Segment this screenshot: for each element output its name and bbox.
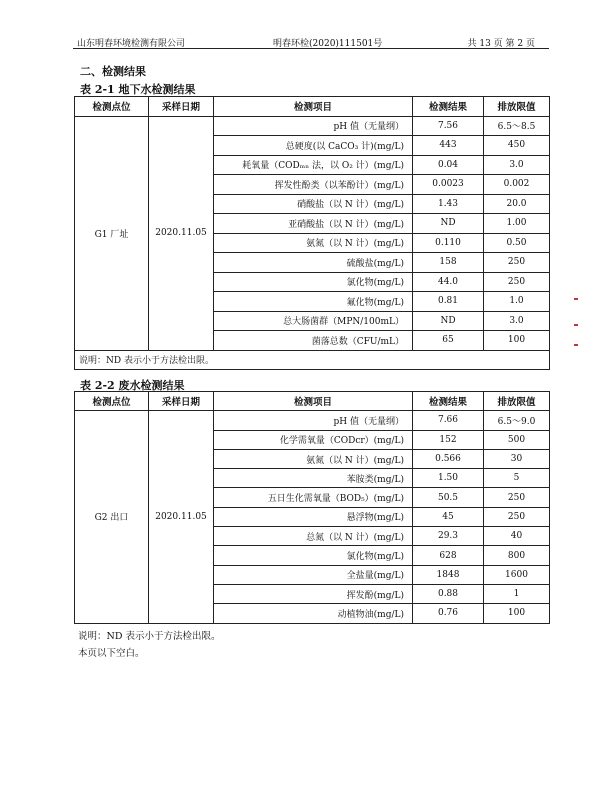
- test-item: pH 值（无量纲）: [214, 116, 413, 136]
- test-item: 化学需氧量（CODcr）(mg/L): [214, 430, 413, 449]
- test-result: 0.0023: [413, 175, 484, 195]
- emission-limit: 30: [484, 449, 550, 468]
- test-item: 氯化物(mg/L): [214, 272, 413, 292]
- emission-limit: 250: [484, 272, 550, 292]
- test-result: 628: [413, 546, 484, 565]
- test-result: 45: [413, 507, 484, 526]
- test-result: 1.43: [413, 194, 484, 214]
- section-title: 二、检测结果: [80, 65, 146, 78]
- test-item: 亚硝酸盐（以 N 计）(mg/L): [214, 214, 413, 234]
- col-header: 检测项目: [214, 97, 413, 117]
- emission-limit: 6.5～9.0: [484, 411, 550, 430]
- report-number: 明春环检(2020)111501号: [273, 39, 383, 49]
- test-result: 29.3: [413, 527, 484, 546]
- emission-limit: 1: [484, 584, 550, 603]
- emission-limit: 5: [484, 469, 550, 488]
- col-header: 采样日期: [149, 392, 214, 411]
- emission-limit: 100: [484, 331, 550, 351]
- table-header-row: [75, 97, 550, 117]
- test-item: 总硬度(以 CaCO₃ 计)(mg/L): [214, 136, 413, 156]
- test-result: 0.04: [413, 155, 484, 175]
- table-row: [75, 411, 550, 430]
- test-result: 1848: [413, 565, 484, 584]
- emission-limit: 0.50: [484, 233, 550, 253]
- test-item: 总氮（以 N 计）(mg/L): [214, 527, 413, 546]
- emission-limit: 40: [484, 527, 550, 546]
- test-item: 硝酸盐（以 N 计）(mg/L): [214, 194, 413, 214]
- sampling-point: G1 厂址: [75, 116, 149, 350]
- test-result: ND: [413, 214, 484, 234]
- groundwater-table: [74, 96, 550, 370]
- note-row: [75, 350, 550, 370]
- emission-limit: 3.0: [484, 155, 550, 175]
- test-item: 氨氮（以 N 计）(mg/L): [214, 233, 413, 253]
- emission-limit: 800: [484, 546, 550, 565]
- test-result: 0.76: [413, 604, 484, 623]
- emission-limit: 250: [484, 507, 550, 526]
- table2-note: 说明：ND 表示小于方法检出限。: [78, 631, 221, 642]
- company-name: 山东明春环境检测有限公司: [77, 39, 186, 49]
- test-result: 0.110: [413, 233, 484, 253]
- table-note: 说明：ND 表示小于方法检出限。: [75, 350, 550, 370]
- emission-limit: 100: [484, 604, 550, 623]
- test-item: 菌落总数（CFU/mL）: [214, 331, 413, 351]
- table-body: [75, 411, 550, 623]
- test-item: 苯胺类(mg/L): [214, 469, 413, 488]
- test-item: 氨氮（以 N 计）(mg/L): [214, 449, 413, 468]
- sampling-date: 2020.11.05: [149, 411, 214, 623]
- test-result: 1.50: [413, 469, 484, 488]
- emission-limit: 250: [484, 253, 550, 273]
- emission-limit: 6.5～8.5: [484, 116, 550, 136]
- test-item: 挥发酚(mg/L): [214, 584, 413, 603]
- sampling-date: 2020.11.05: [149, 116, 214, 350]
- test-item: 总大肠菌群（MPN/100mL）: [214, 311, 413, 331]
- sampling-point: G2 出口: [75, 411, 149, 623]
- test-result: 0.566: [413, 449, 484, 468]
- test-item: 硫酸盐(mg/L): [214, 253, 413, 273]
- col-header: 排放限值: [484, 392, 550, 411]
- test-result: 7.56: [413, 116, 484, 136]
- table-body: [75, 116, 550, 370]
- table-row: [75, 116, 550, 136]
- page-header: [73, 34, 549, 49]
- emission-limit: 500: [484, 430, 550, 449]
- test-item: 耗氧量（CODₘₙ 法，以 O₂ 计）(mg/L): [214, 155, 413, 175]
- emission-limit: 450: [484, 136, 550, 156]
- table1-caption: 表 2-1 地下水检测结果: [80, 83, 196, 96]
- test-result: 44.0: [413, 272, 484, 292]
- test-result: 443: [413, 136, 484, 156]
- test-result: 158: [413, 253, 484, 273]
- col-header: 采样日期: [149, 97, 214, 117]
- test-result: 152: [413, 430, 484, 449]
- table2-caption: 表 2-2 废水检测结果: [80, 379, 185, 392]
- test-result: 50.5: [413, 488, 484, 507]
- test-item: 五日生化需氧量（BOD₅）(mg/L): [214, 488, 413, 507]
- emission-limit: 1.0: [484, 292, 550, 312]
- test-item: pH 值（无量纲）: [214, 411, 413, 430]
- col-header: 检测点位: [75, 97, 149, 117]
- emission-limit: 1.00: [484, 214, 550, 234]
- margin-marks: [574, 298, 580, 358]
- test-item: 氯化物(mg/L): [214, 546, 413, 565]
- test-item: 全盐量(mg/L): [214, 565, 413, 584]
- test-item: 悬浮物(mg/L): [214, 507, 413, 526]
- wastewater-table: [74, 391, 550, 624]
- test-result: 0.88: [413, 584, 484, 603]
- test-item: 动植物油(mg/L): [214, 604, 413, 623]
- col-header: 排放限值: [484, 97, 550, 117]
- table-header-row: [75, 392, 550, 411]
- test-result: 7.66: [413, 411, 484, 430]
- test-item: 挥发性酚类（以苯酚计）(mg/L): [214, 175, 413, 195]
- col-header: 检测结果: [413, 97, 484, 117]
- emission-limit: 0.002: [484, 175, 550, 195]
- test-result: ND: [413, 311, 484, 331]
- emission-limit: 1600: [484, 565, 550, 584]
- col-header: 检测点位: [75, 392, 149, 411]
- emission-limit: 3.0: [484, 311, 550, 331]
- emission-limit: 20.0: [484, 194, 550, 214]
- test-result: 0.81: [413, 292, 484, 312]
- blank-page-note: 本页以下空白。: [78, 648, 145, 659]
- test-item: 氟化物(mg/L): [214, 292, 413, 312]
- page-info: 共 13 页 第 2 页: [467, 39, 535, 49]
- col-header: 检测项目: [214, 392, 413, 411]
- emission-limit: 250: [484, 488, 550, 507]
- test-result: 65: [413, 331, 484, 351]
- col-header: 检测结果: [413, 392, 484, 411]
